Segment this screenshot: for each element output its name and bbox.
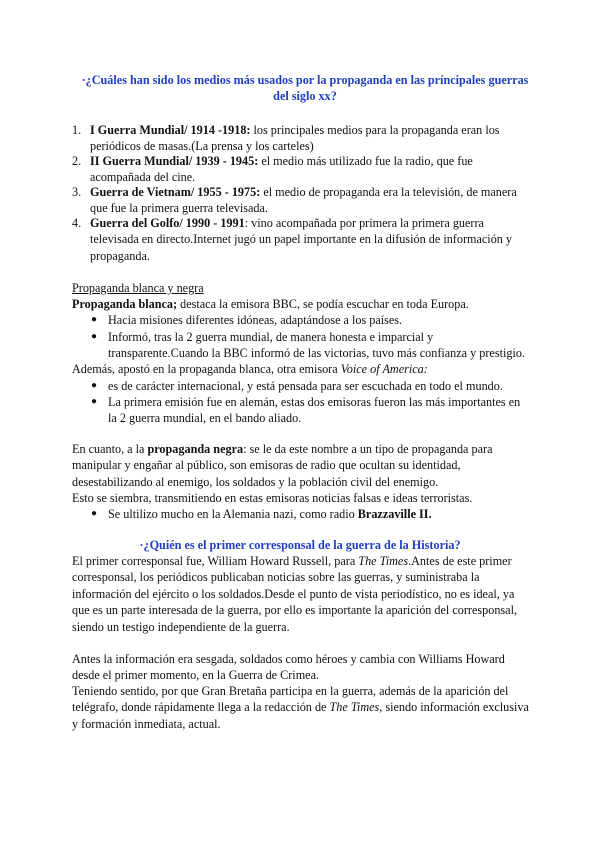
war-title: Guerra del Golfo/ 1990 - 1991 xyxy=(90,216,245,230)
list-number: 3. xyxy=(72,185,82,199)
bullet-item xyxy=(91,506,528,522)
ademas-paragraph xyxy=(72,361,542,377)
bullet-dot-icon: ● xyxy=(91,380,98,391)
times-name: The Times xyxy=(329,700,380,715)
corresponsal-paragraph xyxy=(72,553,534,635)
bullet-text: La primera emisión fue en alemán, estas dos emisoras fueron las más importantes en la 2 guerra mundial, en el bando aliado. xyxy=(108,395,521,426)
sesgada-paragraph: Antes la información era sesgada, soldados como héroes y cambia con Williams Howard desde el primer momento, en la Guerra de Crimea. xyxy=(72,652,505,683)
war-list-item xyxy=(72,184,530,217)
negra-pre: En cuanto, a la xyxy=(72,442,148,456)
negra-title: propaganda negra xyxy=(147,442,244,456)
voa-name: Voice of America: xyxy=(340,362,428,376)
p3-b: , siendo información exclusiva y formación inmediata, actual. xyxy=(72,700,529,731)
bullet-item xyxy=(91,312,528,328)
p1-b: .Antes de este primer corresponsal, los periódicos publicaban noticias sobre las guerras, y suministraba la información del ejército o los soldados.Desde el punto de vista periodístico, no es ideal, ya que es un parte interesada de la guerra, por ello es importante la aparición del corresponsal, siendo un testigo independiente de la guerra. xyxy=(72,554,517,634)
telegrafo-paragraph xyxy=(72,683,534,732)
war-text: los principales medios para la propaganda eran los periódicos de masas.(La prensa y los carteles) xyxy=(90,123,500,154)
bullet-text: Hacia misiones diferentes idóneas, adaptándose a los países. xyxy=(108,313,403,327)
bullet-text: es de carácter internacional, y está pensada para ser escuchada en todo el mundo. xyxy=(108,379,503,393)
bullet-item xyxy=(91,394,528,427)
bullet-dot-icon: ● xyxy=(91,331,98,342)
question-heading-2: ·¿Quién es el primer corresponsal de la guerra de la Historia? xyxy=(139,538,461,552)
ademas-text: Además, apostó en la propaganda blanca, otra emisora xyxy=(72,362,341,376)
bullet-text: Se ultilizo mucho en la Alemania nazi, como radio xyxy=(108,507,358,521)
question-heading-1 xyxy=(70,72,540,105)
war-title: Guerra de Vietnam/ 1955 - 1975: xyxy=(90,185,261,199)
bullet-text: Informó, tras la 2 guerra mundial, de manera honesta e imparcial y transparente.Cuando la BBC informó de las victorias, tuvo más confianza y prestigio. xyxy=(108,330,525,361)
bullet-dot-icon: ● xyxy=(91,314,98,325)
brazzaville-name: Brazzaville II. xyxy=(357,507,432,521)
negra-paragraph xyxy=(72,441,534,490)
p3-a: Teniendo sentido, por que Gran Bretaña participa en la guerra, además de la aparición del telégrafo, donde rápidamente llega a la redacción de xyxy=(72,684,509,715)
war-list-item xyxy=(72,122,530,155)
war-text: el medio de propaganda era la televisión, de manera que fue la primera guerra televisada. xyxy=(90,185,517,216)
war-title: I Guerra Mundial/ 1914 -1918: xyxy=(90,123,251,137)
blanca-paragraph xyxy=(72,296,542,312)
blanca-text: destaca la emisora BBC, se podía escuchar en toda Europa. xyxy=(177,297,469,311)
blanca-title: Propaganda blanca; xyxy=(72,297,178,311)
question-heading-1-line1: ·¿Cuáles han sido los medios más usados por la propaganda en las príncipales guerras xyxy=(81,73,529,87)
times-name: The Times xyxy=(358,554,409,568)
bullet-item xyxy=(91,378,528,394)
bullet-dot-icon: ● xyxy=(91,396,98,407)
list-number: 2. xyxy=(72,154,82,168)
list-number: 1. xyxy=(72,123,82,137)
negra-text: : se le da este nombre a un tipo de propaganda para manipular y engañar al público, son emisoras de radio que ocultan su identidad, desestabilizando al enemigo, los soldados y la población civil del enemigo. xyxy=(72,442,493,489)
war-text: : vino acompañada por primera la primera guerra televisada en directo.Internet jugó un papel importante en la difusión de información y propaganda. xyxy=(90,216,513,263)
section-title: Propaganda blanca y negra xyxy=(72,281,204,295)
question-heading-1-line2: del siglo xx? xyxy=(273,89,337,104)
list-number: 4. xyxy=(72,216,82,230)
war-title: II Guerra Mundial/ 1939 - 1945: xyxy=(90,154,259,168)
war-text: el medio más utilizado fue la radio, que fue acompañada del cine. xyxy=(90,154,473,185)
p1-a: El primer corresponsal fue, William Howard Russell, para xyxy=(72,554,359,568)
bullet-item xyxy=(91,329,528,362)
bullet-dot-icon: ● xyxy=(91,508,98,519)
siembra-line: Esto se siembra, transmitiendo en estas emisoras noticias falsas e ideas terroristas. xyxy=(72,491,473,505)
war-list-item xyxy=(72,215,530,264)
war-list-item xyxy=(72,153,530,186)
